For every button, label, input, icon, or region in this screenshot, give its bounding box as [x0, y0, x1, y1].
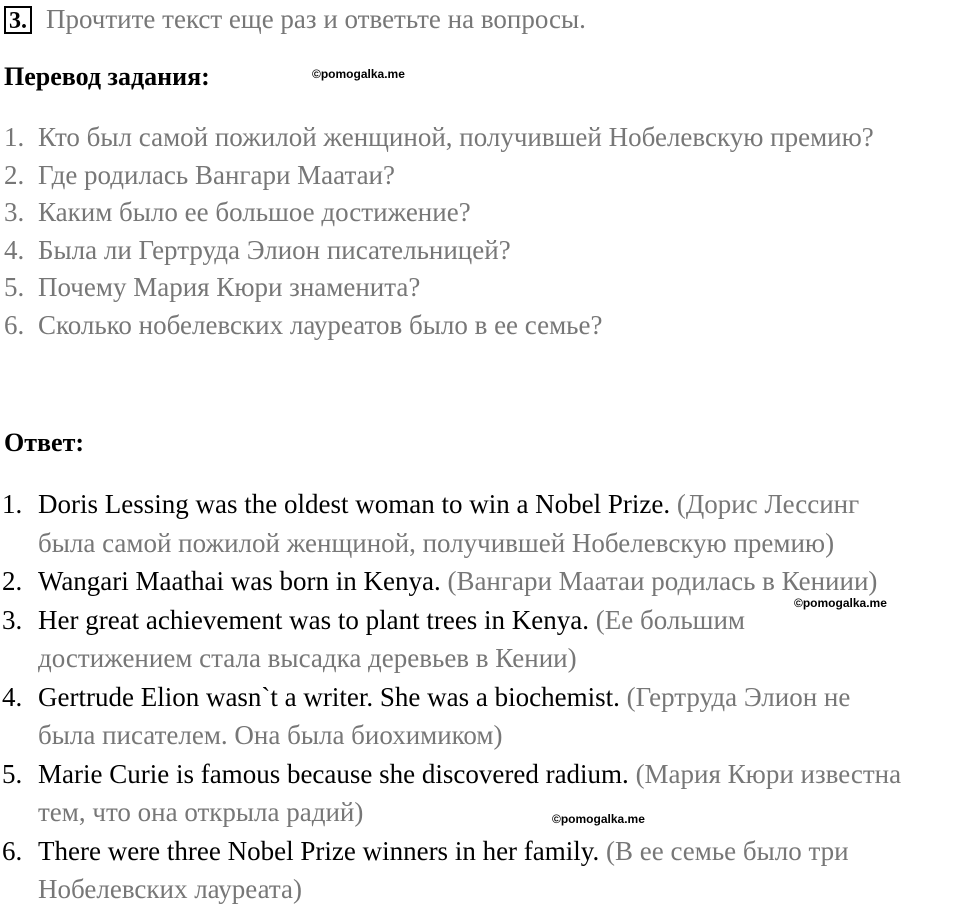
- translation-item: [4, 119, 874, 157]
- item-text: Где родилась Вангари Маатаи?: [38, 159, 395, 190]
- answer-russian-cont: была писателем. Она была биохимиком): [38, 720, 503, 750]
- item-number: 6.: [2, 835, 23, 866]
- translation-heading: Перевод задания:: [4, 62, 210, 91]
- item-text: Каким было ее большое достижение?: [38, 197, 471, 227]
- answer-english: Doris Lessing was the oldest woman to win a Nobel Prize.: [38, 489, 671, 519]
- item-number: 6.: [4, 309, 25, 340]
- task-number: 3.: [4, 6, 32, 34]
- answer-item: [0, 678, 960, 755]
- item-number: 5.: [2, 758, 23, 789]
- answer-item: [0, 832, 960, 909]
- item-text: Была ли Гертруда Элион писательницей?: [38, 234, 511, 265]
- answer-russian: (Ее большим: [595, 604, 745, 635]
- translation-item: [4, 269, 874, 307]
- answer-russian: (Дорис Лессинг: [676, 489, 860, 519]
- answer-english: Her great achievement was to plant trees in Kenya.: [38, 604, 590, 635]
- answer-english: Wangari Maathai was born in Kenya.: [38, 566, 441, 596]
- translation-item: [4, 194, 874, 232]
- watermark: ©pomogalka.me: [312, 67, 405, 81]
- task-instruction: Прочтите текст еще раз и ответьте на вопросы.: [46, 4, 586, 34]
- answer-list: [0, 485, 960, 909]
- item-text: Кто был самой пожилой женщиной, получившей Нобелевскую премию?: [38, 122, 874, 152]
- answer-russian-cont: тем, что она открыла радий): [38, 797, 364, 827]
- answer-russian: (В ее семье было три: [606, 835, 849, 866]
- item-number: 3.: [2, 604, 23, 635]
- task-header: [4, 4, 586, 35]
- answer-russian-cont: достижением стала высадка деревьев в Кении): [38, 643, 577, 673]
- item-number: 5.: [4, 272, 25, 302]
- answer-russian: (Гертруда Элион не: [626, 681, 851, 712]
- answer-item: [0, 562, 960, 601]
- item-number: 4.: [2, 681, 23, 712]
- watermark: ©pomogalka.me: [794, 596, 887, 610]
- answer-english: There were three Nobel Prize winners in her family.: [38, 835, 600, 866]
- item-text: Сколько нобелевских лауреатов было в ее семье?: [38, 309, 603, 340]
- translation-item: [4, 307, 874, 345]
- item-text: Почему Мария Кюри знаменита?: [38, 272, 421, 302]
- item-number: 4.: [4, 234, 25, 265]
- item-number: 2.: [2, 566, 23, 596]
- item-number: 2.: [4, 159, 25, 190]
- answer-russian: (Мария Кюри известна: [635, 758, 902, 789]
- answer-heading: Ответ:: [4, 428, 85, 457]
- answer-russian-cont: Нобелевских лауреата): [38, 874, 303, 904]
- translation-item: [4, 157, 874, 195]
- item-number: 1.: [4, 122, 25, 152]
- answer-item: [0, 485, 960, 562]
- answer-english: Marie Curie is famous because she discovered radium.: [38, 758, 629, 789]
- answer-russian: (Вангари Маатаи родилась в Кениии): [447, 566, 878, 596]
- watermark: ©pomogalka.me: [552, 812, 645, 826]
- item-number: 1.: [2, 489, 23, 519]
- answer-item: [0, 755, 960, 832]
- answer-item: [0, 601, 960, 678]
- translation-list: [4, 119, 874, 344]
- translation-item: [4, 232, 874, 270]
- answer-english: Gertrude Elion wasn`t a writer. She was a biochemist.: [38, 681, 620, 712]
- answer-russian-cont: была самой пожилой женщиной, получившей Нобелевскую премию): [38, 527, 835, 558]
- item-number: 3.: [4, 197, 25, 227]
